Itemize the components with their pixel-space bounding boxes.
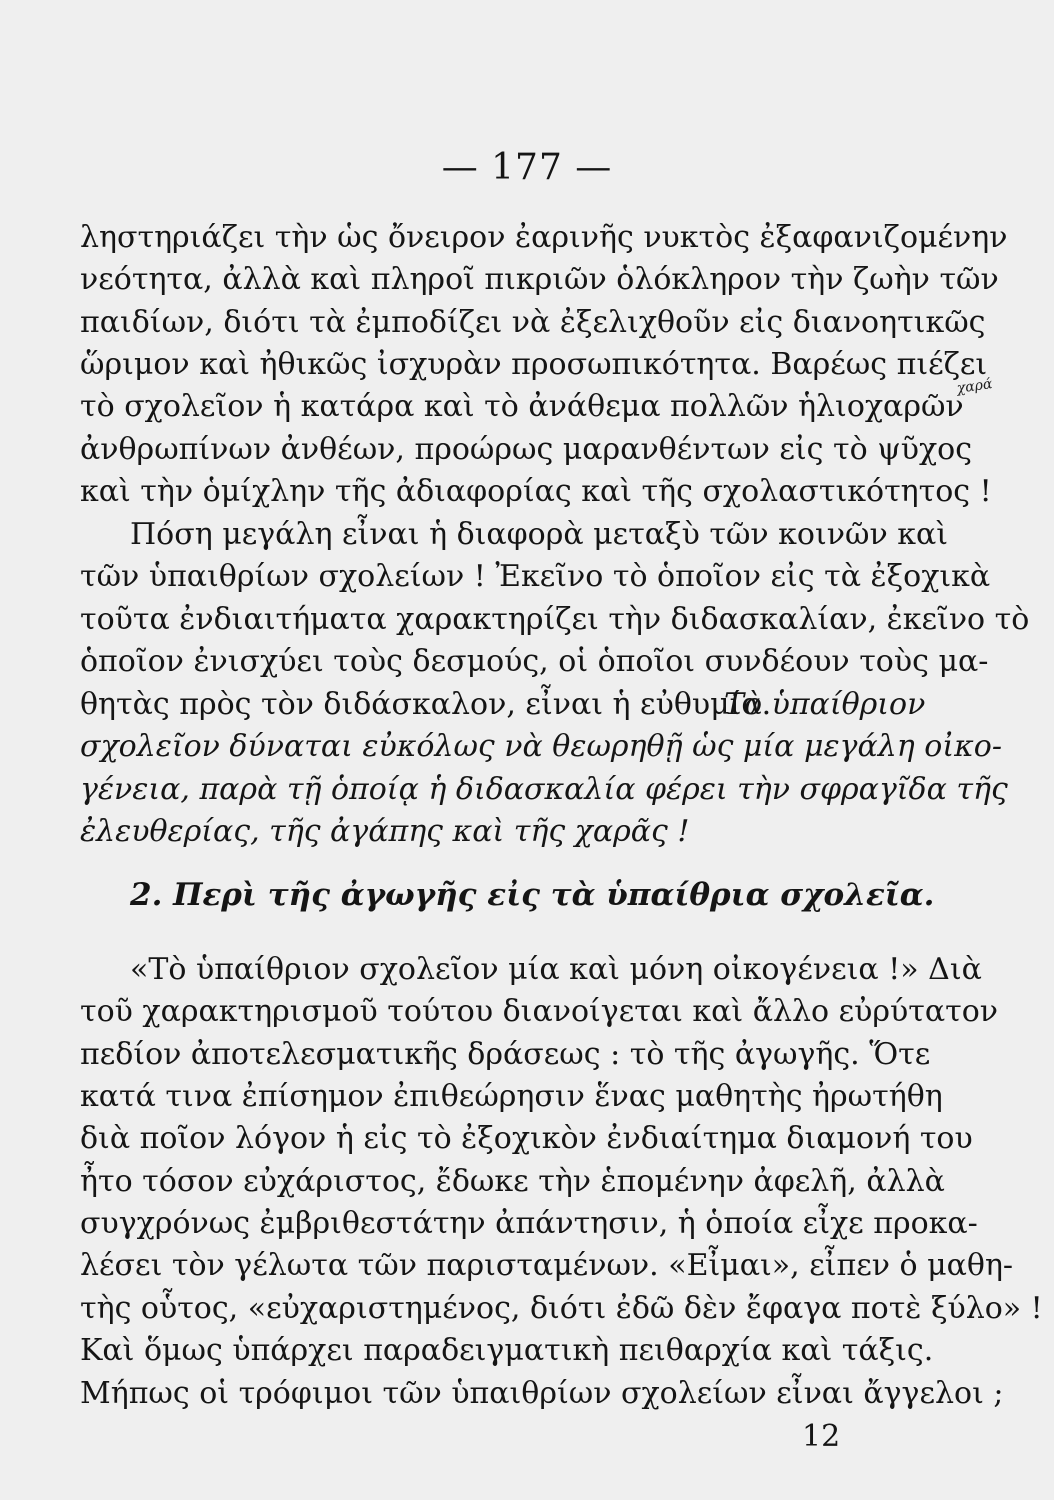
margin-note: χαρά <box>955 376 994 397</box>
paragraph-line: «Τὸ ὑπαίθριον σχολεῖον μία καὶ μόνη οἰκογένεια !» Διὰ <box>130 952 982 987</box>
paragraph-line: ὁποῖον ἐνισχύει τοὺς δεσμούς, οἱ ὁποῖοι συνδέουν τοὺς μα- <box>80 644 989 679</box>
paragraph-line: συγχρόνως ἐμβριθεστάτην ἀπάντησιν, ἡ ὁποία εἶχε προκα- <box>80 1206 978 1241</box>
paragraph-line: ἦτο τόσον εὐχάριστος, ἔδωκε τὴν ἑπομένην ἀφελῆ, ἀλλὰ <box>80 1164 945 1199</box>
paragraph-line: θητὰς πρὸς τὸν διδάσκαλον, εἶναι ἡ εὐθυμία. <box>80 687 772 722</box>
paragraph-line: τοῦ χαρακτηρισμοῦ τούτου διανοίγεται καὶ ἄλλο εὐρύτατον <box>80 994 998 1029</box>
paragraph-line: Καὶ ὅμως ὑπάρχει παραδειγματικὴ πειθαρχία καὶ τάξις. <box>80 1333 934 1368</box>
paragraph-line: Πόση μεγάλη εἶναι ἡ διαφορὰ μεταξὺ τῶν κοινῶν καὶ <box>130 517 948 552</box>
paragraph-line: πεδίον ἀποτελεσματικῆς δράσεως : τὸ τῆς ἀγωγῆς. Ὅτε <box>80 1037 931 1072</box>
paragraph-line: τὴς οὗτος, «εὐχαριστημένος, διότι ἐδῶ δὲν ἔφαγα ποτὲ ξύλο» ! <box>80 1291 1043 1326</box>
paragraph-line: κατά τινα ἐπίσημον ἐπιθεώρησιν ἕνας μαθητὴς ἠρωτήθη <box>80 1079 943 1114</box>
signature-number: 12 <box>802 1419 841 1454</box>
italic-paragraph-line: ἐλευθερίας, τῆς ἀγάπης καὶ τῆς χαρᾶς ! <box>80 814 690 849</box>
paragraph-line: Μήπως οἱ τρόφιμοι τῶν ὑπαιθρίων σχολείων εἶναι ἄγγελοι ; <box>80 1376 1004 1411</box>
paragraph-line: ὥριμον καὶ ἠθικῶς ἰσχυρὰν προσωπικότητα. Βαρέως πιέζει <box>80 347 988 382</box>
paragraph-line: παιδίων, διότι τὰ ἐμποδίζει νὰ ἐξελιχθοῦν εἰς διανοητικῶς <box>80 305 986 340</box>
paragraph-line: ληστηριάζει τὴν ὡς ὄνειρον ἐαρινῆς νυκτὸς ἐξαφανιζομένην <box>80 220 1008 255</box>
italic-paragraph-line: σχολεῖον δύναται εὐκόλως νὰ θεωρηθῇ ὡς μία μεγάλη οἰκο- <box>80 729 1002 764</box>
paragraph-line: καὶ τὴν ὁμίχλην τῆς ἀδιαφορίας καὶ τῆς σχολαστικότητος ! <box>80 474 992 509</box>
page-number: — 177 — <box>441 147 613 188</box>
italic-paragraph-line: γένεια, παρὰ τῇ ὁποίᾳ ἡ διδασκαλία φέρει τὴν σφραγῖδα τῆς <box>80 772 1008 807</box>
italic-phrase: Τὸ ὑπαίθριον <box>724 687 926 722</box>
paragraph-line: τὸ σχολεῖον ἡ κατάρα καὶ τὸ ἀνάθεμα πολλῶν ἡλιοχαρῶν <box>80 389 964 424</box>
paragraph-line: νεότητα, ἀλλὰ καὶ πληροῖ πικριῶν ὁλόκληρον τὴν ζωὴν τῶν <box>80 262 999 297</box>
paragraph-line: διὰ ποῖον λόγον ἡ εἰς τὸ ἐξοχικὸν ἐνδιαίτημα διαμονή του <box>80 1121 973 1156</box>
paragraph-line: λέσει τὸν γέλωτα τῶν παρισταμένων. «Εἶμαι», εἶπεν ὁ μαθη- <box>80 1248 1014 1283</box>
paragraph-line: ἀνθρωπίνων ἀνθέων, προώρως μαρανθέντων εἰς τὸ ψῦχος <box>80 432 973 467</box>
paragraph-line: τοῦτα ἐνδιαιτήματα χαρακτηρίζει τὴν διδασκαλίαν, ἐκεῖνο τὸ <box>80 602 1030 637</box>
section-heading: 2. Περὶ τῆς ἀγωγῆς εἰς τὰ ὑπαίθρια σχολεῖα. <box>130 877 935 913</box>
paragraph-line: τῶν ὑπαιθρίων σχολείων ! Ἐκεῖνο τὸ ὁποῖον εἰς τὰ ἐξοχικὰ <box>80 559 991 594</box>
